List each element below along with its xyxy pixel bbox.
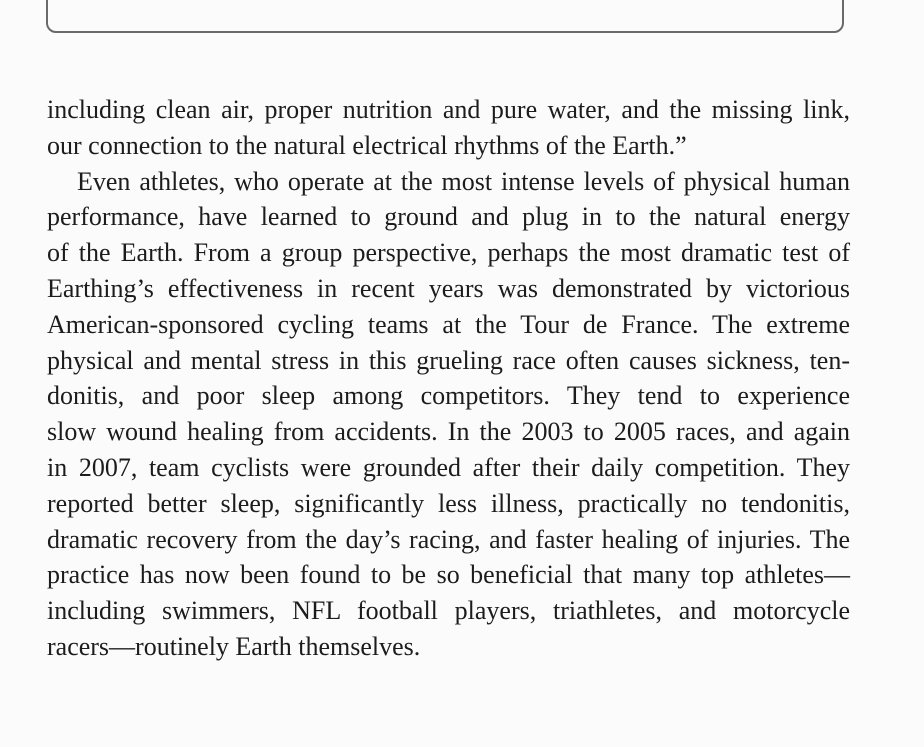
text-line: in 2007, team cyclists were grounded after their daily competition. They (47, 452, 850, 482)
text-line: performance, have learned to ground and plug in to the natural energy (47, 202, 850, 232)
text-line: slow wound healing from accidents. In the 2003 to 2005 races, and again (47, 417, 850, 447)
text-line: Even athletes, who operate at the most intense levels of physical human (77, 166, 850, 196)
paragraph-athletes (47, 164, 850, 665)
text-line: of the Earth. From a group perspective, perhaps the most dramatic test of (47, 238, 850, 268)
text-line: dramatic recovery from the day’s racing, and faster healing of injuries. The (47, 524, 850, 554)
text-line: practice has now been found to be so beneficial that many top athletes— (47, 560, 850, 590)
text-line: racers—routinely Earth themselves. (47, 631, 421, 661)
text-line: American-sponsored cycling teams at the Tour de France. The extreme (47, 309, 850, 339)
boxed-excerpt-frame (46, 0, 844, 33)
text-line: Earthing’s effectiveness in recent years was demonstrated by victorious (47, 273, 850, 303)
text-line: reported better sleep, significantly less illness, practically no tendonitis, (47, 488, 850, 518)
text-line: including clean air, proper nutrition and pure water, and the missing link, (47, 95, 850, 124)
text-line: physical and mental stress in this grueling race often causes sickness, ten- (47, 345, 850, 375)
body-text (47, 92, 850, 665)
paragraph-quote-end (47, 92, 850, 164)
text-line: donitis, and poor sleep among competitors. They tend to experience (47, 381, 850, 411)
text-line: including swimmers, NFL football players, triathletes, and motorcycle (47, 596, 850, 626)
text-line: our connection to the natural electrical rhythms of the Earth.” (47, 130, 687, 160)
